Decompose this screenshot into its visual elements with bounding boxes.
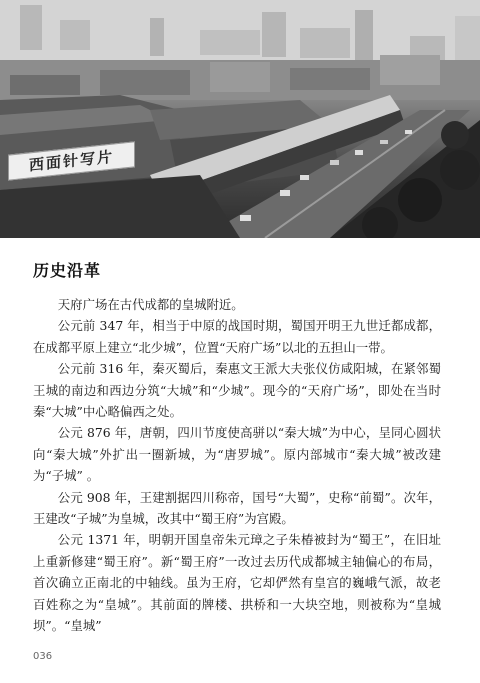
- paragraph: 公元前 316 年，秦灭蜀后，秦惠文王派大夫张仪仿咸阳城，在紧邻蜀王城的南边和西边分筑“大城”和“少城”。现今的“天府广场”，即处在当时秦“大城”中心略偏西之处。: [33, 361, 441, 420]
- paragraph: 天府广场在古代成都的皇城附近。: [57, 297, 244, 312]
- city-photo: [0, 0, 480, 238]
- article-body: [33, 294, 441, 637]
- section-heading: 历史沿革: [33, 261, 102, 280]
- paragraph: 公元 1371 年，明朝开国皇帝朱元璋之子朱椿被封为“蜀王”，在旧址上重新修建“蜀王府”。新“蜀王府”一改过去历代成都城主轴偏心的布局，首次确立正南北的中轴线。虽为王府，它却俨然有皇宫的巍峨气派，故老百姓称之为“皇城”。其前面的牌楼、拱桥和一大块空地，则被称为“皇城坝”。“皇城”: [33, 532, 441, 634]
- paragraph: 公元 908 年，王建割据四川称帝，国号“大蜀”，史称“前蜀”。次年，王建改“子城”为皇城，改其中“蜀王府”为宫殿。: [33, 489, 441, 527]
- paragraph: 公元 876 年，唐朝，四川节度使高骈以“秦大城”为中心，呈同心圆状向“秦大城”外扩出一圈新城，为“唐罗城”。原内部城市“秦大城”被改建为“子城” 。: [33, 425, 441, 484]
- shop-sign: 西面针写片: [8, 141, 135, 180]
- page-number: 036: [33, 651, 53, 662]
- paragraph: 公元前 347 年，相当于中原的战国时期，蜀国开明王九世迁都成都，在成都平原上建立“北少城”，位置“天府广场”以北的五担山一带。: [33, 318, 441, 355]
- city-photo-drawing: [0, 0, 480, 238]
